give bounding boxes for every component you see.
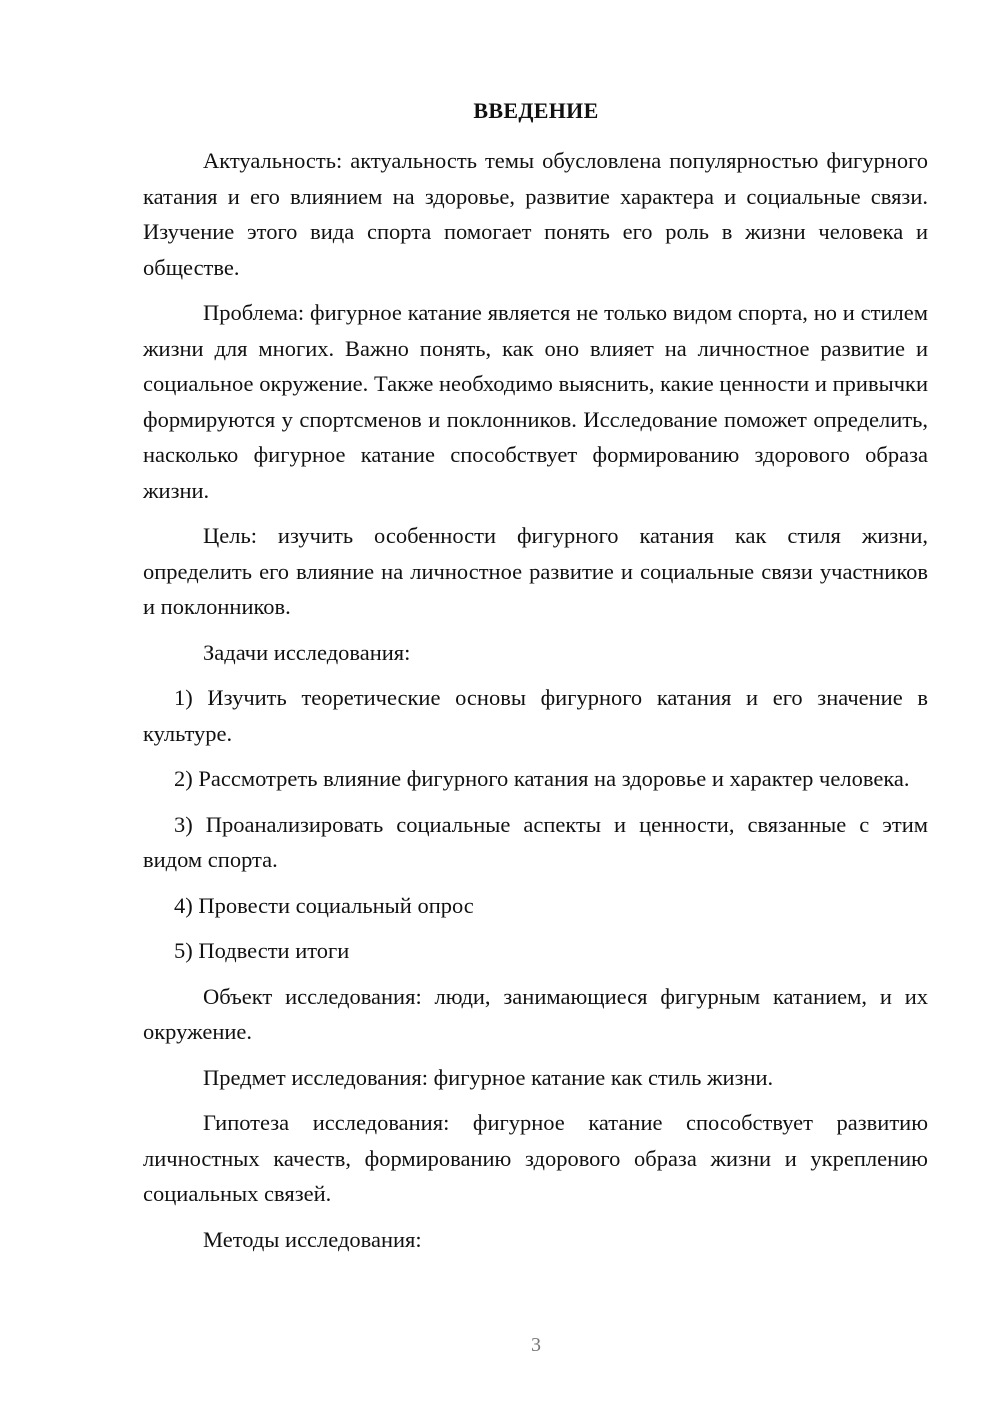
task-item-1: 1) Изучить теоретические основы фигурного катания и его значение в культуре. [143, 685, 928, 746]
methods-title: Методы исследования: [203, 1226, 422, 1252]
hypothesis-paragraph: Гипотеза исследования: фигурное катание способствует развитию личностных качеств, формированию здорового образа жизни и укреплению социальных связей. [143, 1110, 928, 1206]
tasks-title: Задачи исследования: [203, 639, 411, 665]
problem-paragraph: Проблема: фигурное катание является не только видом спорта, но и стилем жизни для многих. Важно понять, как оно влияет на личностное развитие и социальное окружение. Также необходимо выяснить, какие ценности и привычки формируются у спортсменов и поклонников. Исследование поможет определить, насколько фигурное катание способствует формированию здорового образа жизни. [143, 300, 928, 503]
task-item-2: 2) Рассмотреть влияние фигурного катания на здоровье и характер человека. [174, 766, 910, 791]
object-paragraph: Объект исследования: люди, занимающиеся фигурным катанием, и их окружение. [143, 983, 928, 1044]
page-number: 3 [531, 1334, 541, 1356]
task-item-3: 3) Проанализировать социальные аспекты и ценности, связанные с этим видом спорта. [143, 811, 928, 872]
task-item-4: 4) Провести социальный опрос [174, 892, 474, 918]
page-heading: ВВЕДЕНИЕ [473, 98, 599, 123]
document-body [143, 143, 928, 1267]
relevance-paragraph: Актуальность: актуальность темы обусловлена популярностью фигурного катания и его влиянием на здоровье, развитие характера и социальные связи. Изучение этого вида спорта помогает понять его роль в жизни человека и обществе. [143, 148, 928, 280]
goal-paragraph: Цель: изучить особенности фигурного катания как стиля жизни, определить его влияние на личностное развитие и социальные связи участников и поклонников. [143, 523, 928, 619]
task-item-5: 5) Подвести итоги [174, 938, 350, 963]
subject-paragraph: Предмет исследования: фигурное катание как стиль жизни. [203, 1064, 774, 1090]
